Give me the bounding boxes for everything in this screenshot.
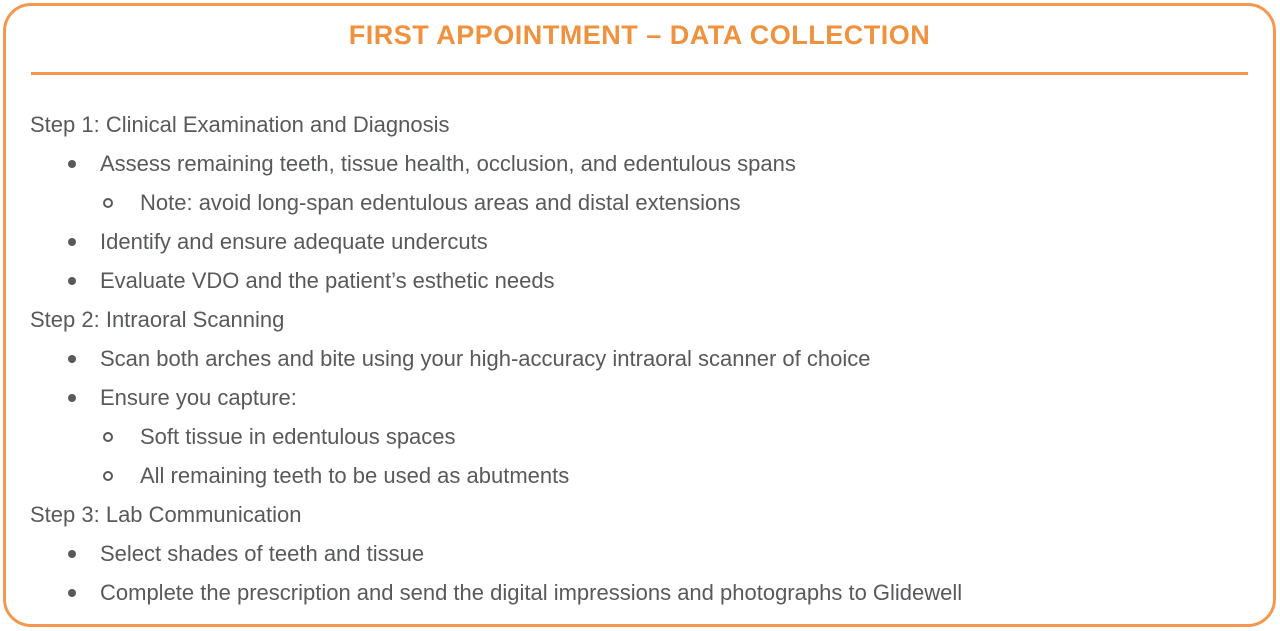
step-heading: Step 1: Clinical Examination and Diagnosis <box>30 111 450 137</box>
list-item-text: Soft tissue in edentulous spaces <box>140 423 456 449</box>
circle-bullet-icon <box>103 471 113 481</box>
bullet-icon <box>68 160 76 168</box>
bullet-icon <box>68 589 76 597</box>
title-divider <box>31 72 1248 75</box>
info-card <box>3 3 1276 627</box>
circle-bullet-icon <box>103 432 113 442</box>
steps-list <box>6 105 1273 612</box>
list-subitem <box>6 456 1273 495</box>
list-item-text: Scan both arches and bite using your high-accuracy intraoral scanner of choice <box>100 345 871 371</box>
list-item <box>6 378 1273 417</box>
list-item-text: Assess remaining teeth, tissue health, occlusion, and edentulous spans <box>100 150 796 176</box>
bullet-icon <box>68 355 76 363</box>
list-item-text: Complete the prescription and send the digital impressions and photographs to Glidewell <box>100 579 963 605</box>
list-item-text: All remaining teeth to be used as abutments <box>140 462 570 488</box>
list-item-text: Note: avoid long-span edentulous areas and distal extensions <box>140 189 741 215</box>
list-subitem <box>6 417 1273 456</box>
page-title: FIRST APPOINTMENT – DATA COLLECTION <box>348 20 931 50</box>
bullet-icon <box>68 238 76 246</box>
list-subitem <box>6 183 1273 222</box>
bullet-icon <box>68 277 76 285</box>
list-item <box>6 339 1273 378</box>
bullet-icon <box>68 394 76 402</box>
list-item <box>6 573 1273 612</box>
list-item <box>6 222 1273 261</box>
list-item-text: Evaluate VDO and the patient’s esthetic needs <box>100 267 555 293</box>
list-item <box>6 534 1273 573</box>
list-item <box>6 144 1273 183</box>
step-heading: Step 3: Lab Communication <box>30 501 302 527</box>
list-item <box>6 261 1273 300</box>
circle-bullet-icon <box>103 198 113 208</box>
list-item-text: Select shades of teeth and tissue <box>100 540 425 566</box>
list-item-text: Identify and ensure adequate undercuts <box>100 228 488 254</box>
bullet-icon <box>68 550 76 558</box>
list-item-text: Ensure you capture: <box>100 384 297 410</box>
step-heading: Step 2: Intraoral Scanning <box>30 306 285 332</box>
